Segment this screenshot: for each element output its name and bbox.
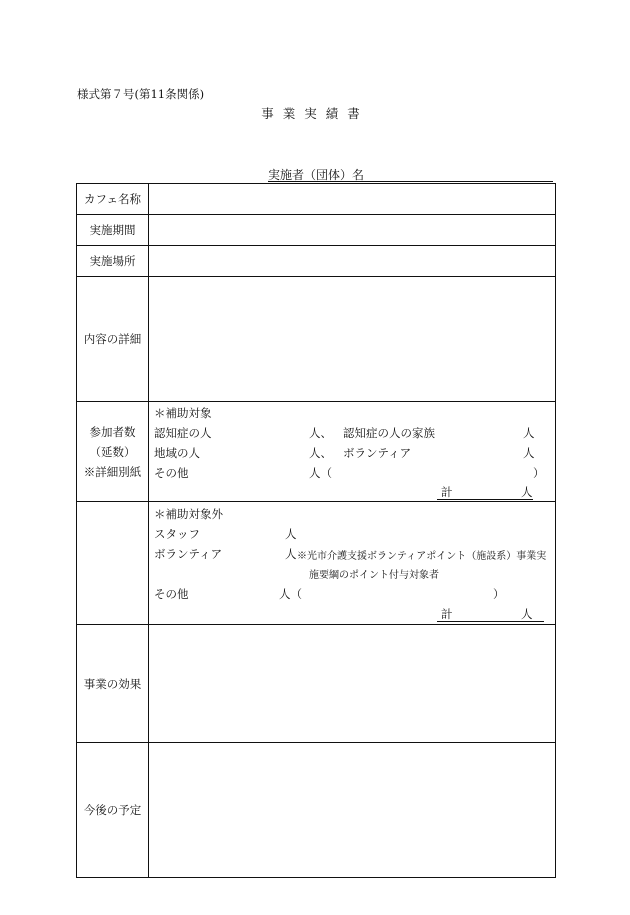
row-non-subsidy — [77, 502, 556, 625]
dementia-unit: 人、 — [309, 426, 332, 440]
participants-label-line1: 参加者数 — [89, 424, 136, 439]
family-label: 認知症の人の家族 — [343, 426, 435, 440]
ns-other-label: その他 — [154, 587, 189, 601]
row-details — [77, 277, 556, 402]
ns-total-label: 計 — [441, 607, 453, 621]
ns-volunteer-unit: 人 — [285, 547, 297, 561]
row-effect — [77, 625, 556, 743]
cafe-name-field[interactable] — [149, 184, 556, 215]
participants-label-line2: （延数） — [89, 444, 136, 459]
ns-volunteer-label: ボランティア — [154, 547, 223, 561]
other-close: ） — [533, 466, 545, 480]
effect-label: 事業の効果 — [77, 625, 149, 743]
period-field[interactable] — [149, 215, 556, 246]
participants-label — [77, 402, 149, 502]
cafe-name-label: カフェ名称 — [77, 184, 149, 215]
non-subsidy-label — [77, 502, 149, 625]
effect-field[interactable] — [149, 625, 556, 743]
ns-other-close: ） — [493, 587, 505, 601]
staff-label: スタッフ — [154, 527, 200, 541]
non-subsidy-cell — [149, 502, 556, 625]
total-label: 計 — [441, 485, 453, 499]
dementia-label: 認知症の人 — [154, 426, 212, 440]
other-unit: 人（ — [309, 466, 332, 480]
applicant-name-label: 実施者（団体）名 — [268, 168, 365, 182]
participants-cell — [149, 402, 556, 502]
local-label: 地域の人 — [154, 446, 200, 460]
ns-other-unit: 人（ — [279, 587, 302, 601]
volunteer-note-2: 施要綱のポイント付与対象者 — [309, 570, 439, 581]
plan-label: 今後の予定 — [77, 743, 149, 878]
participants-label-line3: ※詳細別紙 — [83, 464, 142, 479]
volunteer-unit: 人 — [523, 446, 535, 460]
applicant-name-field[interactable] — [268, 181, 553, 182]
period-label: 実施期間 — [77, 215, 149, 246]
total-unit: 人 — [521, 485, 533, 499]
place-field[interactable] — [149, 246, 556, 277]
details-label: 内容の詳細 — [77, 277, 149, 402]
row-period — [77, 215, 556, 246]
place-label: 実施場所 — [77, 246, 149, 277]
document-title: 事業実績書 — [261, 106, 369, 121]
row-place — [77, 246, 556, 277]
report-form-table — [76, 183, 556, 878]
subsidy-heading: ＊補助対象 — [154, 406, 212, 420]
row-participants — [77, 402, 556, 502]
family-unit: 人 — [523, 426, 535, 440]
volunteer-note-1: ※光市介護支援ボランティアポイント（施設系）事業実 — [297, 551, 547, 562]
row-cafe-name — [77, 184, 556, 215]
row-plan — [77, 743, 556, 878]
non-subsidy-heading: ＊補助対象外 — [154, 507, 223, 521]
ns-total-unit: 人 — [521, 607, 533, 621]
details-field[interactable] — [149, 277, 556, 402]
form-number: 様式第７号(第11条関係) — [77, 87, 205, 101]
other-label: その他 — [154, 466, 189, 480]
plan-field[interactable] — [149, 743, 556, 878]
local-unit: 人、 — [309, 446, 332, 460]
staff-unit: 人 — [285, 527, 297, 541]
volunteer-label: ボランティア — [343, 446, 412, 460]
